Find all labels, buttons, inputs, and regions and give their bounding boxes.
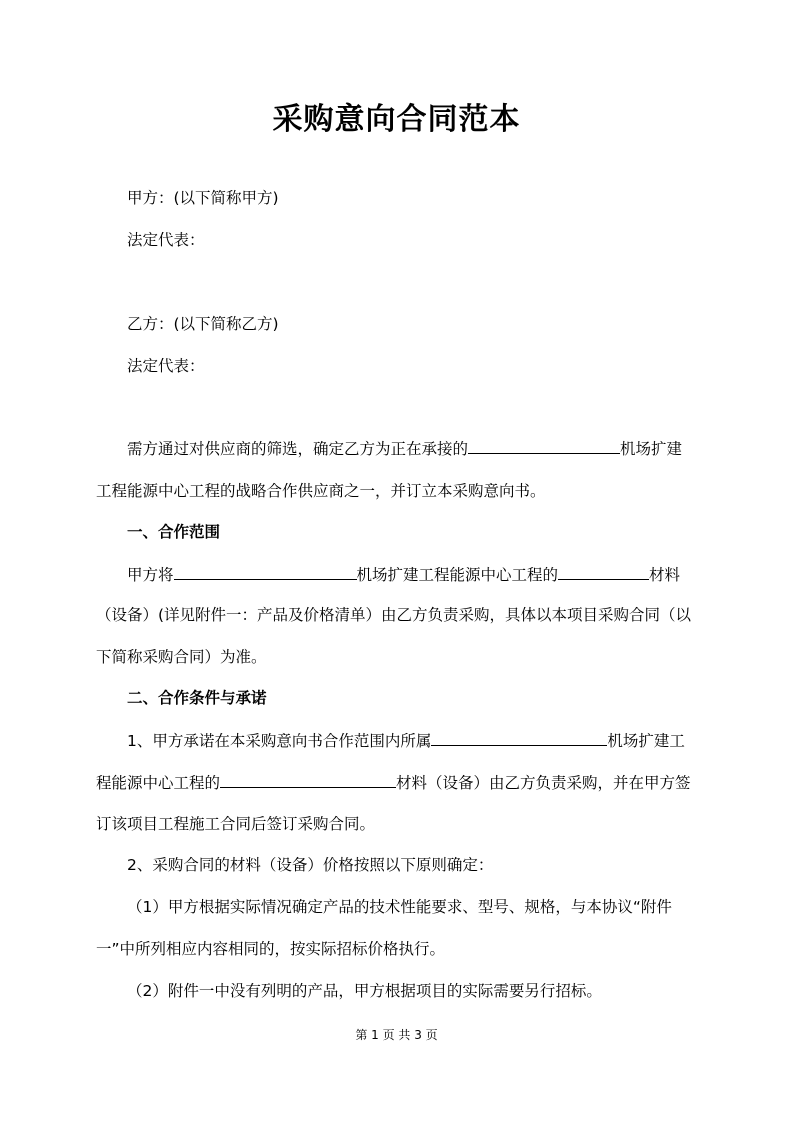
section2-p1-line-3: 订该项目工程施工合同后签订采购合同。 bbox=[96, 815, 376, 833]
document-title: 采购意向合同范本 bbox=[272, 102, 521, 137]
intro-blank bbox=[468, 436, 620, 454]
section1-text-c: 材料 bbox=[649, 566, 681, 584]
section2-p3-line-1: （1）甲方根据实际情况确定产品的技术性能要求、型号、规格，与本协议“附件 bbox=[127, 898, 672, 916]
section2-p1-line-2 bbox=[96, 770, 691, 795]
section1-blank-1 bbox=[174, 562, 357, 580]
intro-text-b: 机场扩建 bbox=[620, 440, 683, 458]
section1-line-1 bbox=[127, 562, 680, 587]
section2-p1-text-b: 机场扩建工 bbox=[607, 732, 685, 750]
intro-line-1 bbox=[127, 436, 682, 461]
section1-heading: 一、合作范围 bbox=[127, 523, 221, 541]
section1-text-a: 甲方将 bbox=[127, 566, 174, 584]
section2-p1-blank-1 bbox=[431, 728, 607, 746]
party-b-rep-line: 法定代表： bbox=[127, 357, 205, 375]
section2-p3-line-2: 一”中所列相应内容相同的，按实际招标价格执行。 bbox=[96, 940, 446, 958]
section2-p1-text-d: 材料（设备）由乙方负责采购，并在甲方签 bbox=[396, 774, 691, 792]
section2-heading: 二、合作条件与承诺 bbox=[127, 689, 267, 707]
section2-p4: （2）附件一中没有列明的产品，甲方根据项目的实际需要另行招标。 bbox=[127, 982, 602, 1000]
section2-p2: 2、采购合同的材料（设备）价格按照以下原则确定： bbox=[127, 856, 494, 874]
intro-line-2: 工程能源中心工程的战略合作供应商之一，并订立本采购意向书。 bbox=[96, 482, 546, 500]
section1-line-3: 下简称采购合同）为准。 bbox=[96, 648, 267, 666]
party-b-line: 乙方：(以下简称乙方) bbox=[127, 315, 279, 333]
section2-p1-line-1 bbox=[127, 728, 685, 753]
section1-blank-2 bbox=[558, 562, 649, 580]
party-a-rep-line: 法定代表： bbox=[127, 231, 205, 249]
section2-p1-text-a: 1、甲方承诺在本采购意向书合作范围内所属 bbox=[127, 732, 432, 750]
party-a-line: 甲方：(以下简称甲方) bbox=[127, 189, 279, 207]
section1-line-2: （设备）(详见附件一：产品及价格清单）由乙方负责采购，具体以本项目采购合同（以 bbox=[96, 606, 692, 624]
intro-text-a: 需方通过对供应商的筛选，确定乙方为正在承接的 bbox=[127, 440, 469, 458]
section2-p1-blank-2 bbox=[220, 770, 396, 788]
section2-p1-text-c: 程能源中心工程的 bbox=[96, 774, 221, 792]
page-number-footer: 第 1 页 共 3 页 bbox=[355, 1028, 438, 1042]
section1-text-b: 机场扩建工程能源中心工程的 bbox=[356, 566, 559, 584]
